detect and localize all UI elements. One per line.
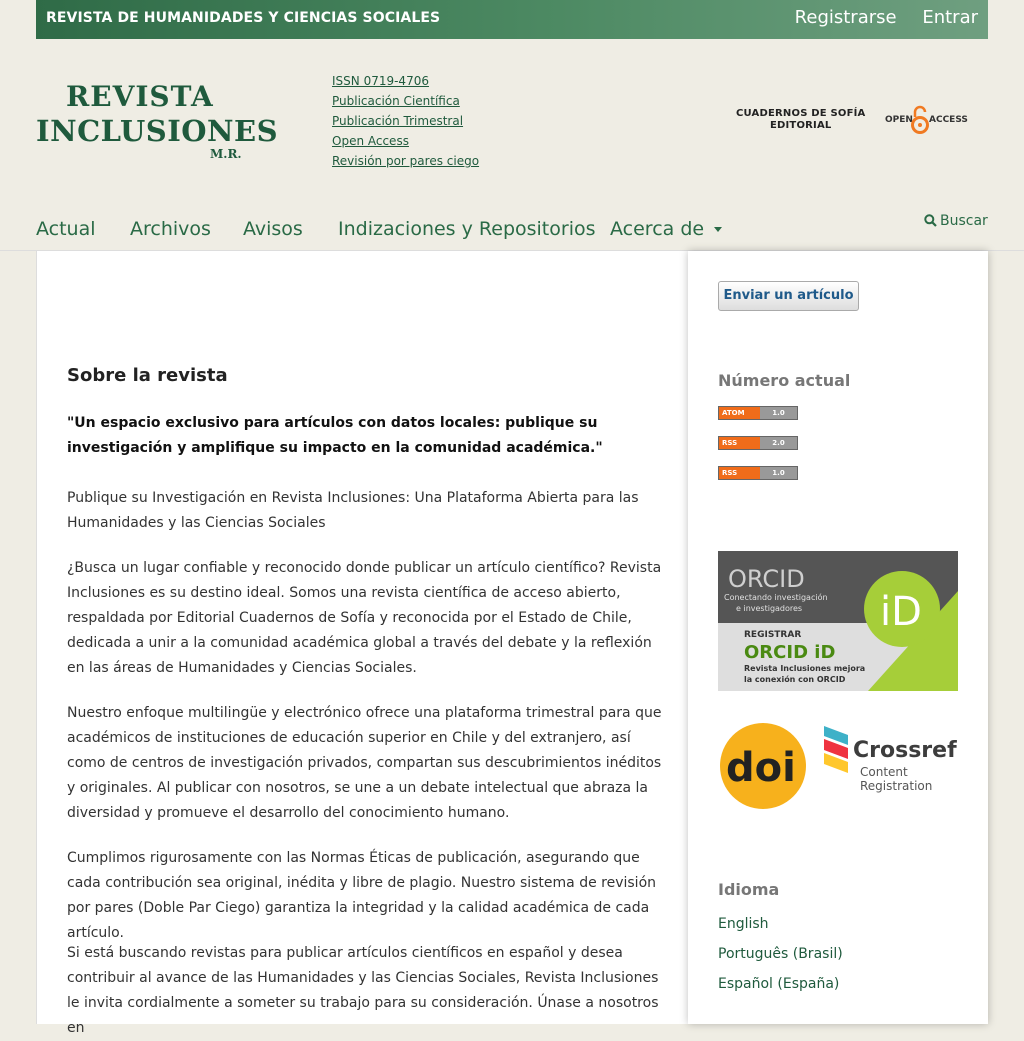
crossref-content: Content (860, 765, 908, 779)
issn-link[interactable]: ISSN 0719-4706 (332, 74, 429, 88)
logo-trademark: M.R. (210, 147, 242, 161)
feed-type: ATOM (719, 407, 760, 419)
top-bar (36, 0, 988, 39)
journal-logo[interactable] (36, 80, 279, 161)
login-link[interactable]: Entrar (922, 7, 978, 28)
language-heading: Idioma (718, 880, 780, 899)
main-content (36, 251, 689, 1036)
nav-item-archives[interactable]: Archivos (130, 218, 211, 240)
scientific-publication-link[interactable]: Publicación Científica (332, 94, 460, 108)
language-spanish[interactable]: Español (España) (718, 976, 840, 992)
site-name: REVISTA DE HUMANIDADES Y CIENCIAS SOCIALES (46, 10, 441, 26)
user-links (775, 7, 978, 28)
feed-version: 1.0 (760, 467, 797, 479)
peer-review-link[interactable]: Revisión por pares ciego (332, 154, 480, 168)
nav-item-indexing[interactable]: Indizaciones y Repositorios (338, 218, 596, 240)
submit-article-button[interactable]: Enviar un artículo (718, 281, 859, 311)
orcid-brand: ORCID (728, 565, 805, 593)
open-access-right-text: ACCESS (929, 115, 968, 125)
orcid-badge: iD (880, 589, 922, 635)
register-link[interactable]: Registrarse (794, 7, 897, 28)
search-icon (924, 214, 937, 227)
nav-item-about[interactable] (610, 218, 722, 240)
orcid-banner[interactable] (718, 551, 958, 691)
nav-item-about-label: Acerca de (610, 218, 705, 240)
paragraph: Nuestro enfoque multilingüe y electrónico ofrece una plataforma trimestral para que académicos de instituciones de educación superior en Chile y del extranjero, así como de centros de investigación privados, compartan sus descubrimientos inéditos y originales. Al publicar con nosotros, se une a un debate intelectual que abraza la diversidad y promueve el desarrollo del conocimiento humano. (67, 705, 662, 821)
partner-line-1: CUADERNOS DE SOFÍA (736, 108, 866, 119)
feed-type: RSS (719, 437, 760, 449)
rss2-feed-link[interactable] (718, 436, 798, 450)
sidebar (688, 251, 988, 1024)
journal-info-links (332, 71, 479, 171)
highlight-quote: "Un espacio exclusivo para artículos con datos locales: publique su investigación y amplifique su impacto en la comunidad académica." (67, 415, 603, 456)
chevron-down-icon (714, 227, 722, 232)
logo-line-1: REVISTA (66, 80, 214, 113)
open-lock-icon (911, 105, 929, 135)
orcid-tagline-1: Conectando investigación (724, 593, 828, 602)
crossref-registration: Registration (860, 779, 933, 793)
page-title: Sobre la revista (67, 365, 228, 386)
nav-item-notices[interactable]: Avisos (243, 218, 303, 240)
feed-version: 1.0 (760, 407, 797, 419)
orcid-tagline-2: e investigadores (736, 604, 803, 613)
quarterly-publication-link[interactable]: Publicación Trimestral (332, 114, 464, 128)
current-issue-heading: Número actual (718, 371, 851, 390)
doi-crossref-logos (718, 721, 958, 811)
rss1-feed-link[interactable] (718, 466, 798, 480)
logo-line-2: INCLUSIONES (36, 114, 279, 148)
paragraph: Si está buscando revistas para publicar artículos científicos en español y desea contribuir al avance de las Humanidades y las Ciencias Sociales, Revista Inclusiones le invita cordialmente a someter su trabajo para su consideración. Únase a nosotros en (67, 945, 659, 1036)
open-access-left-text: OPEN (885, 115, 913, 125)
paragraph: Publique su Investigación en Revista Inclusiones: Una Plataforma Abierta para las Humanidades y las Ciencias Sociales (67, 490, 639, 531)
partner-line-2: EDITORIAL (769, 120, 832, 131)
cuadernos-de-sofia-logo (736, 108, 865, 132)
feed-type: RSS (719, 467, 760, 479)
orcid-id-title: ORCID iD (744, 642, 836, 663)
orcid-register: REGISTRAR (744, 630, 802, 640)
open-access-link[interactable]: Open Access (332, 134, 409, 148)
paragraph: ¿Busca un lugar confiable y reconocido donde publicar un artículo científico? Revista Inclusiones es su destino ideal. Somos una revista científica de acceso abierto, respaldada por Editorial Cuadernos de Sofía y reconocida por el Estado de Chile, dedicada a unir a la comunidad académica global a través del debate y la reflexión en las áreas de Humanidades y Ciencias Sociales. (67, 560, 662, 676)
nav-item-current[interactable]: Actual (36, 218, 96, 240)
language-english[interactable]: English (718, 916, 769, 932)
orcid-note-1: Revista Inclusiones mejora (744, 664, 866, 673)
paragraph: Cumplimos rigurosamente con las Normas Éticas de publicación, asegurando que cada contribución sea original, inédita y libre de plagio. Nuestro sistema de revisión por pares (Doble Par Ciego) garantiza la integridad y la calidad académica de cada artículo. (67, 850, 657, 941)
orcid-note-2: la conexión con ORCID (744, 675, 846, 684)
search-link[interactable] (924, 213, 988, 229)
crossref-logo: Crossref (853, 738, 957, 763)
language-portuguese[interactable]: Português (Brasil) (718, 946, 843, 962)
feed-version: 2.0 (760, 437, 797, 449)
search-label: Buscar (940, 213, 988, 229)
open-access-logo (885, 105, 968, 135)
atom-feed-link[interactable] (718, 406, 798, 420)
doi-logo: doi (726, 745, 796, 791)
